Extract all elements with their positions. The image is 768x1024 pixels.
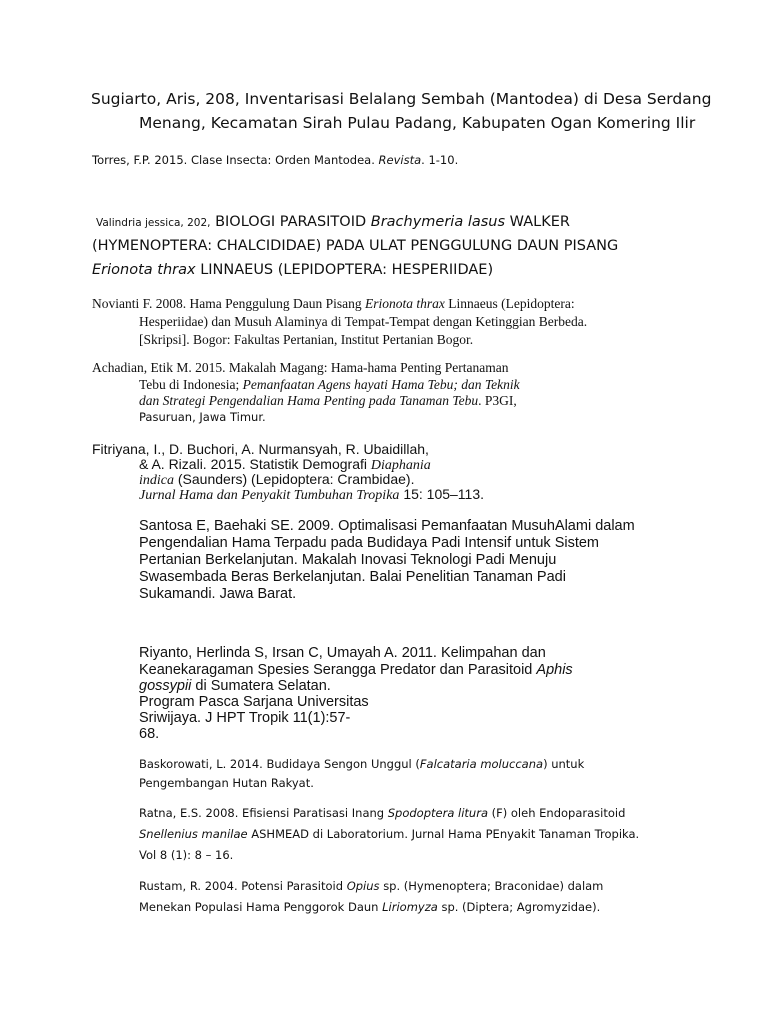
reference-title: LINNAEUS (LEPIDOPTERA: HESPERIIDAE) (200, 262, 494, 278)
species-name: Liriomyza (382, 900, 438, 914)
reference-text: (F) oleh Endoparasitoid (491, 806, 626, 820)
reference-text: ASHMEAD di Laboratorium. Jurnal Hama PEnyakit Tanaman Tropika. (251, 827, 640, 841)
reference-line: [Skripsi]. Bogor: Fakultas Pertanian, Institut Pertanian Bogor. (139, 332, 474, 347)
reference-text: (Saunders) (Lepidoptera: Crambidae). (177, 471, 415, 487)
reference-line: Santosa E, Baehaki SE. 2009. Optimalisasi Pemanfaatan MusuhAlami dalam (139, 518, 635, 534)
reference-line: Swasembada Beras Berkelanjutan. Balai Penelitian Tanaman Padi (139, 569, 566, 585)
reference-line: Sugiarto, Aris, 208, Inventarisasi Belalang Sembah (Mantodea) di Desa Serdang (91, 90, 712, 108)
species-name: Brachymeria lasus (370, 214, 506, 230)
reference-line: Fitriyana, I., D. Buchori, A. Nurmansyah, R. Ubaidillah, (92, 441, 429, 457)
species-name: Opius (346, 879, 380, 893)
reference-text: Baskorowati, L. 2014. Budidaya Sengon Unggul ( (139, 757, 420, 771)
journal-name: Revista (378, 153, 422, 167)
species-name: gossypii (139, 678, 192, 694)
reference-text: Torres, F.P. 2015. Clase Insecta: Orden Mantodea. (92, 153, 375, 167)
species-name: Erionota thrax (92, 262, 196, 278)
reference-line (139, 678, 331, 694)
reference-text: Ratna, E.S. 2008. Efisiensi Paratisasi Inang (139, 806, 385, 820)
reference-line: Vol 8 (1): 8 – 16. (139, 848, 234, 862)
reference-text: . 1-10. (421, 153, 459, 167)
reference-line (92, 262, 493, 278)
reference-line (139, 377, 520, 393)
reference-title: BIOLOGI PARASITOID (215, 214, 367, 230)
species-name: Spodoptera litura (387, 806, 488, 820)
reference-title: WALKER (509, 214, 570, 230)
reference-line: 68. (139, 726, 160, 742)
reference-text: ) untuk (543, 757, 585, 771)
reference-line: Pertanian Berkelanjutan. Makalah Inovasi Teknologi Padi Menuju (139, 552, 557, 568)
reference-line (96, 214, 570, 230)
reference-line (139, 486, 484, 504)
reference-line: Pengendalian Hama Terpadu pada Budidaya Padi Intensif untuk Sistem (139, 535, 600, 551)
reference-text: 15: 105–113. (403, 486, 485, 502)
reference-italic: Pemanfaatan Agens hayati Hama Tebu; dan Teknik (242, 377, 520, 392)
reference-text: . P3GI, (478, 393, 517, 408)
reference-text: Novianti F. 2008. Hama Penggulung Daun Pisang (92, 296, 362, 311)
species-name: Aphis (536, 662, 573, 678)
reference-line: Achadian, Etik M. 2015. Makalah Magang: Hama-hama Penting Pertanaman (92, 360, 509, 375)
reference-text: Rustam, R. 2004. Potensi Parasitoid (139, 879, 344, 893)
reference-line: Pasuruan, Jawa Timur. (139, 410, 266, 424)
reference-text: Tebu di Indonesia; (139, 377, 240, 392)
reference-text: di Sumatera Selatan. (195, 678, 331, 694)
reference-line (139, 662, 573, 678)
reference-author: Valindria jessica, 202, (96, 217, 211, 229)
reference-line (92, 296, 575, 312)
reference-line: Hesperiidae) dan Musuh Alaminya di Tempat-Tempat dengan Ketinggian Berbeda. (139, 314, 588, 329)
reference-line: (HYMENOPTERA: CHALCIDIDAE) PADA ULAT PENGGULUNG DAUN PISANG (92, 238, 619, 254)
reference-line: Riyanto, Herlinda S, Irsan C, Umayah A. 2011. Kelimpahan dan (139, 645, 546, 661)
reference-text: & A. Rizali. 2015. Statistik Demografi (139, 456, 367, 472)
reference-line: Sukamandi. Jawa Barat. (139, 586, 297, 602)
reference-line: Sriwijaya. J HPT Tropik 11(1):57- (139, 710, 351, 726)
reference-text: sp. (Diptera; Agromyzidae). (441, 900, 601, 914)
species-name: Diaphania (370, 458, 431, 473)
reference-line: Menang, Kecamatan Sirah Pulau Padang, Kabupaten Ogan Komering Ilir (139, 114, 696, 132)
reference-line (139, 900, 600, 914)
species-name: Falcataria moluccana (419, 757, 544, 771)
reference-line (139, 393, 517, 409)
reference-line (139, 806, 625, 820)
species-name: indica (139, 473, 174, 488)
species-name: Erionota thrax (365, 296, 445, 311)
reference-line: Program Pasca Sarjana Universitas (139, 694, 369, 710)
reference-text: Linnaeus (Lepidoptera: (448, 296, 575, 311)
reference-line (92, 153, 458, 167)
reference-line (139, 879, 603, 893)
reference-text: sp. (Hymenoptera; Braconidae) dalam (383, 879, 604, 893)
reference-text: Keanekaragaman Spesies Serangga Predator dan Parasitoid (139, 662, 533, 678)
reference-line: Pengembangan Hutan Rakyat. (139, 776, 314, 790)
reference-line (139, 757, 584, 771)
species-name: Snellenius manilae (139, 827, 248, 841)
reference-line (139, 827, 639, 841)
journal-name: Jurnal Hama dan Penyakit Tumbuhan Tropika (139, 488, 400, 503)
reference-italic: dan Strategi Pengendalian Hama Penting pada Tanaman Tebu (139, 393, 479, 408)
reference-text: Menekan Populasi Hama Penggorok Daun (139, 900, 379, 914)
